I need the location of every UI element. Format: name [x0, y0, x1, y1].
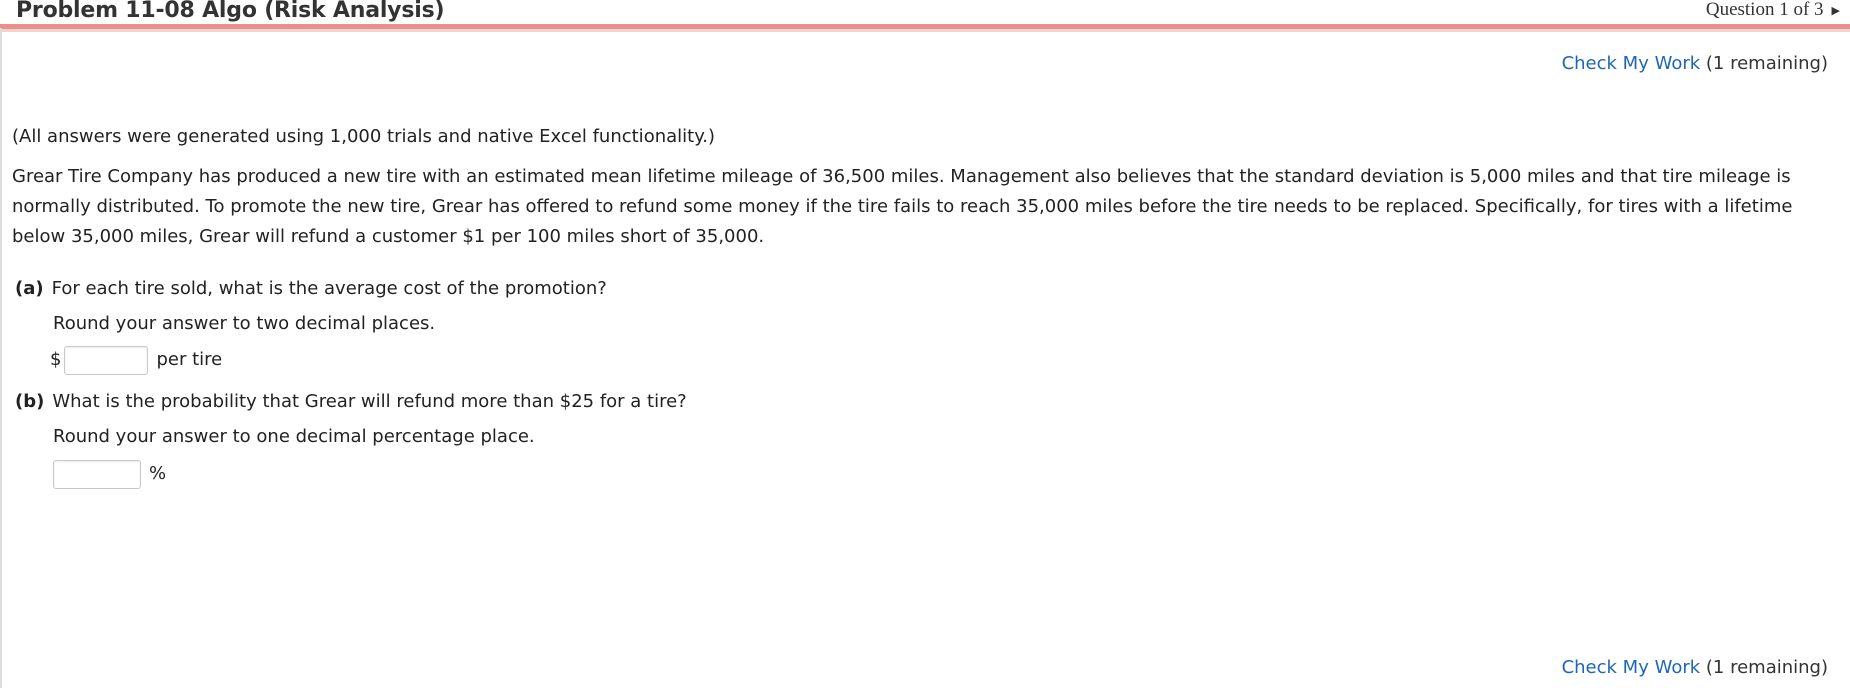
- check-my-work-bottom: [1562, 657, 1828, 678]
- problem-title: Problem 11-08 Algo (Risk Analysis): [16, 0, 445, 23]
- next-question-icon[interactable]: ▶: [1831, 4, 1840, 17]
- remaining-count-bottom: (1 remaining): [1705, 657, 1828, 678]
- instructions-note: (All answers were generated using 1,000 trials and native Excel functionality.): [12, 126, 716, 147]
- part-a-text: For each tire sold, what is the average cost of the promotion?: [51, 278, 607, 299]
- part-b-answer-row: [53, 457, 1838, 491]
- percent-unit: %: [149, 463, 167, 484]
- part-a-answer-row: [50, 343, 1838, 377]
- remaining-count: (1 remaining): [1705, 53, 1828, 74]
- part-a-question: [12, 274, 1838, 304]
- part-a-answer-input[interactable]: [64, 346, 148, 375]
- part-b-instruction: Round your answer to one decimal percentage place.: [53, 426, 535, 447]
- per-tire-unit: per tire: [156, 349, 223, 370]
- part-a-instruction: Round your answer to two decimal places.: [53, 313, 436, 334]
- part-b-question: [12, 387, 1838, 417]
- part-b-text: What is the probability that Grear will refund more than $25 for a tire?: [52, 391, 687, 412]
- check-my-work-top: [1562, 53, 1828, 74]
- dollar-sign: $: [50, 349, 62, 370]
- problem-content: [12, 122, 1838, 491]
- part-b-label: (b): [15, 391, 45, 412]
- problem-statement: Grear Tire Company has produced a new tire with an estimated mean lifetime mileage of 36,500 miles. Management also believes that the standard deviation is 5,000 miles and that tire mileage is normally distributed. To promote the new tire, Grear has offered to refund some money if the tire fails to reach 35,000 miles before the tire needs to be replaced. Specifically, for tires with a lifetime below 35,000 miles, Grear will refund a customer $1 per 100 miles short of 35,000.: [12, 166, 1793, 247]
- header-bar: [0, 0, 1850, 29]
- part-b-answer-input[interactable]: [53, 460, 141, 489]
- check-my-work-link-bottom[interactable]: Check My Work: [1561, 657, 1701, 678]
- part-a-label: (a): [15, 278, 44, 299]
- left-border: [0, 28, 2, 688]
- question-navigator[interactable]: [1706, 0, 1840, 21]
- check-my-work-link[interactable]: Check My Work: [1561, 53, 1701, 74]
- question-counter[interactable]: Question 1 of 3: [1705, 0, 1824, 20]
